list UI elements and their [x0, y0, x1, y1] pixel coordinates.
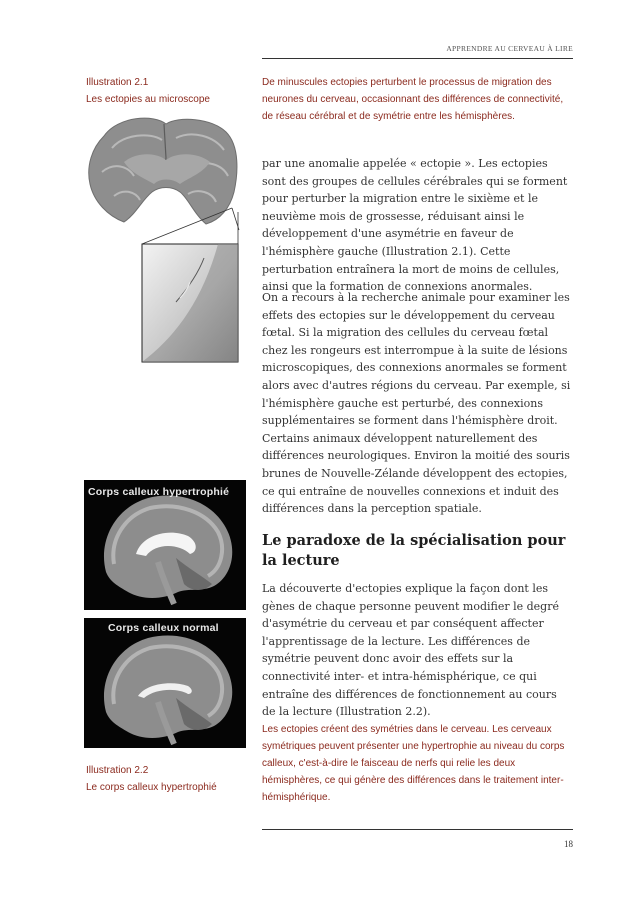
mri-hypertrophied-image — [84, 480, 246, 610]
illustration-2-caption — [86, 762, 256, 796]
body-paragraph-3: La découverte d'ectopies explique la façon dont les gènes de chaque personne peuvent modifier le degré d'asymétrie du cerveau et par conséquent affecter l'apprentissage de la lecture. Les différences de symétrie peuvent donc avoir des effets sur la connectivité inter- et intra-hémisphérique, ce qui entraîne des différences de fonctionnement au cours de la lecture (Illustration 2.2). — [262, 582, 559, 719]
illustration-1-number: Illustration 2.1 — [86, 77, 149, 88]
ectopy-microscope-image — [84, 112, 248, 366]
footer-rule — [262, 829, 573, 830]
body-paragraph-2: On a recours à la recherche animale pour examiner les effets des ectopies sur le développement du cerveau fœtal. Si la migration des cellules du cerveau fœtal chez les rongeurs est interrompue à la suite de lésions microscopiques, des connexions anormales se forment alors avec d'autres régions du cerveau. Par exemple, si l'hémisphère gauche est perturbé, des connexions supplémentaires se forment dans l'hémisphère droit. Certains animaux développent naturellement des différences neurologiques. Environ la moitié des souris brunes de Nouvelle-Zélande développent des ectopies, ce qui entraîne de nouvelles connexions et induit des différences dans la perception spatiale. — [262, 291, 571, 516]
page-number: 18 — [564, 839, 573, 849]
body-paragraph-1: par une anomalie appelée « ectopie ». Les ectopies sont des groupes de cellules cérébrales qui se forment pour perturber la migration entre le sixième et le neuvième mois de grossesse, réduisant ainsi le développement d'une asymétrie en faveur de l'hémisphère gauche (Illustration 2.1). Cette perturbation entraînera la mort de moins de cellules, ainsi que la formation de connexions anormales. — [262, 157, 568, 294]
mri-label-normal: Corps calleux normal — [108, 622, 219, 634]
header-rule — [262, 58, 573, 59]
illustration-1-caption — [86, 74, 256, 108]
illustration-2-title: Le corps calleux hypertrophié — [86, 782, 217, 793]
illustration-2-number: Illustration 2.2 — [86, 765, 149, 776]
section-heading: Le paradoxe de la spécialisation pour la lecture — [262, 532, 566, 569]
mri-label-hypertrophied: Corps calleux hypertrophié — [88, 486, 230, 498]
illustration-2-callout: Les ectopies créent des symétries dans le cerveau. Les cerveaux symétriques peuvent présenter une hypertrophie au niveau du corps calleux, c'est-à-dire le faisceau de nerfs qui relie les deux hémisphères, ce qui génère des différences dans le traitement inter-hémisphérique. — [262, 724, 565, 803]
illustration-1-callout: De minuscules ectopies perturbent le processus de migration des neurones du cerveau, occasionnant des différences de connectivité, de réseau cérébral et de symétrie entre les hémisphères. — [262, 77, 564, 122]
mri-normal-image — [84, 618, 246, 748]
illustration-1-title: Les ectopies au microscope — [86, 94, 210, 105]
running-title: APPRENDRE AU CERVEAU À LIRE — [446, 44, 573, 53]
